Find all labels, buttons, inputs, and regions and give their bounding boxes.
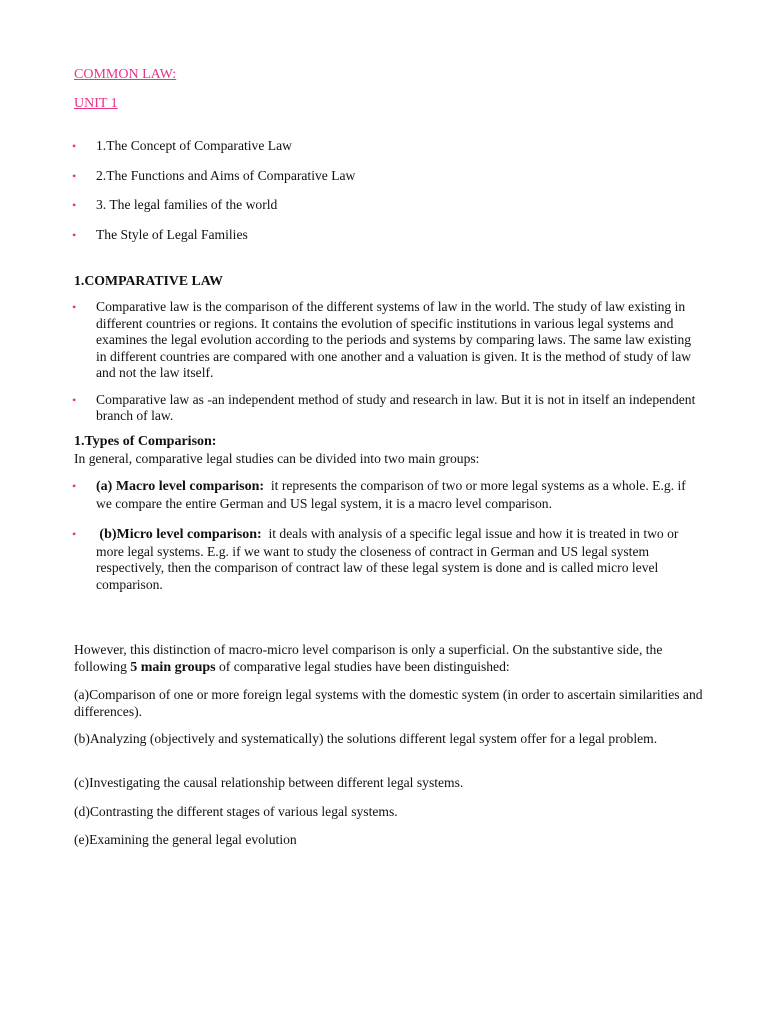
distinction-text-end: of comparative legal studies have been distinguished: xyxy=(215,658,510,674)
distinction-paragraph xyxy=(74,642,714,676)
distinction-text: However, this distinction of macro-micro level comparison is only a superficial. On the substantive side, the following xyxy=(74,642,663,674)
toc-item xyxy=(72,138,702,155)
group-item: (a)Comparison of one or more foreign legal systems with the domestic system (in order to ascertain similarities and differences). xyxy=(74,687,703,719)
list-item xyxy=(72,526,702,593)
bullet-icon: • xyxy=(72,300,77,314)
list-item-text: Comparative law as -an independent method of study and research in law. But it is not in itself an independent branch of law. xyxy=(96,391,696,423)
list-item xyxy=(72,392,702,425)
document-title: COMMON LAW: xyxy=(74,67,177,82)
list-item-text: it deals with analysis of a specific legal issue and how it is treated in two or more legal systems. E.g. if we want to study the closeness of contract in German and US legal system respectively, then the comparison of contract law of these legal system is done and is called micro level comparison. xyxy=(96,526,679,592)
bullet-icon: • xyxy=(72,228,77,242)
bullet-icon: • xyxy=(72,198,77,212)
term-label: (a) Macro level comparison: xyxy=(96,479,265,494)
group-item: (d)Contrasting the different stages of various legal systems. xyxy=(74,804,398,819)
section-heading: 1.COMPARATIVE LAW xyxy=(74,273,223,288)
group-item: (c)Investigating the causal relationship between different legal systems. xyxy=(74,775,464,790)
list-item-text: it represents the comparison of two or more legal systems as a whole. E.g. if we compare the entire German and US legal system, it is a macro level comparison. xyxy=(96,478,686,511)
toc-item xyxy=(72,168,702,185)
bullet-icon: • xyxy=(72,169,77,183)
emphasis-text: 5 main groups xyxy=(130,659,216,675)
list-item-text: Comparative law is the comparison of the different systems of law in the world. The study of law existing in different countries or regions. It contains the evolution of specific institutions in various legal systems and examines the legal evolution according to the periods and systems by comparing laws. The same law existing in different countries are compared with one another and a valuation is given. It is the method of study of law and not the law itself. xyxy=(96,299,692,380)
list-item xyxy=(72,478,702,512)
group-item: (e)Examining the general legal evolution xyxy=(74,832,297,847)
toc-item-text: The Style of Legal Families xyxy=(96,227,248,242)
toc-item-text: 1.The Concept of Comparative Law xyxy=(96,138,292,153)
toc-item-text: 2.The Functions and Aims of Comparative Law xyxy=(96,168,356,183)
bullet-icon: • xyxy=(72,527,77,541)
term-label: (b)Micro level comparison: xyxy=(99,527,262,542)
bullet-icon: • xyxy=(72,139,77,153)
table-of-contents xyxy=(72,138,702,244)
list-item xyxy=(72,299,702,382)
toc-item xyxy=(72,197,702,214)
types-heading: 1.Types of Comparison: xyxy=(74,434,217,449)
toc-item xyxy=(72,227,702,244)
group-item: (b)Analyzing (objectively and systematically) the solutions different legal system offer for a legal problem. xyxy=(74,731,658,746)
unit-label: UNIT 1 xyxy=(74,96,118,111)
comparative-law-bullets xyxy=(72,299,702,425)
types-intro: In general, comparative legal studies can be divided into two main groups: xyxy=(74,451,480,466)
toc-item-text: 3. The legal families of the world xyxy=(96,197,278,212)
bullet-icon: • xyxy=(72,479,77,493)
comparison-types-list xyxy=(72,478,702,593)
bullet-icon: • xyxy=(72,392,77,407)
